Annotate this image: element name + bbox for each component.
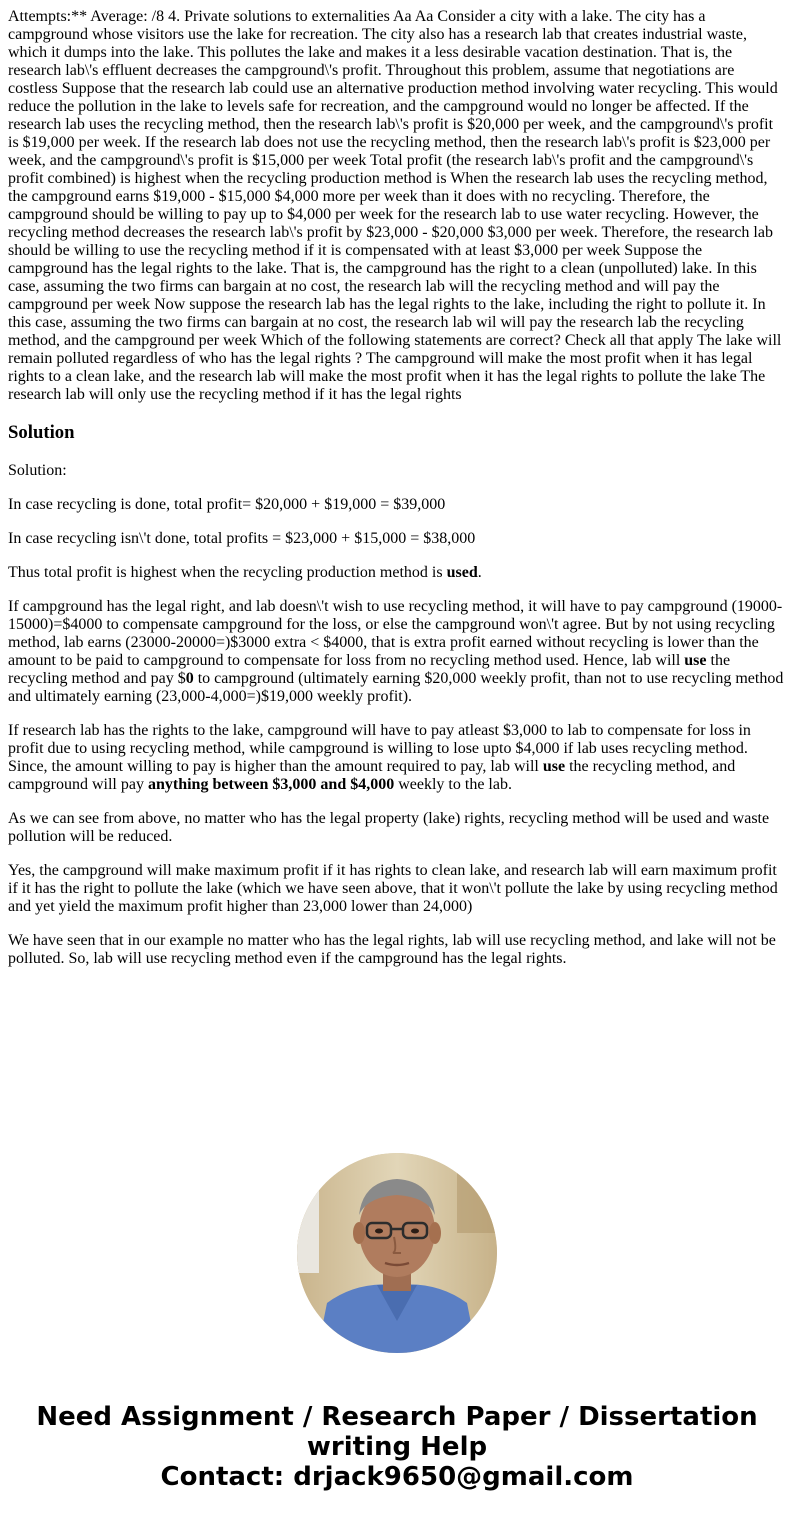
thus-bold-used: used xyxy=(446,564,478,581)
recycling-total-paragraph: In case recycling is done, total profit= $20,000 + $19,000 = $39,000 xyxy=(8,496,446,513)
campground-rights-bold-use: use xyxy=(684,652,707,669)
campground-rights-text-3: to campground (ultimately earning $20,000 weekly profit, than not to use recycling method and ultimately earning (23,000-4,000=)$19,000 weekly profit). xyxy=(8,670,784,705)
lab-rights-paragraph xyxy=(8,722,786,794)
yes-paragraph: Yes, the campground will make maximum profit if it has rights to clean lake, and research lab will earn maximum profit if it has the right to pollute the lake (which we have seen above, that it won\'t pollute the lake by using recycling method and yet yield the maximum profit higher than 23,000 lower than 24,000) xyxy=(8,862,778,915)
avatar-portrait-image xyxy=(297,1153,497,1353)
no-recycling-total-paragraph: In case recycling isn\'t done, total profits = $23,000 + $15,000 = $38,000 xyxy=(8,530,476,547)
lab-rights-bold-use: use xyxy=(542,758,566,775)
footer-line-2: writing Help xyxy=(306,1432,488,1462)
question-text: Attempts:** Average: /8 4. Private solutions to externalities Aa Aa Consider a city with a lake. The city has a campground whose visitors use the lake for recreation. The city also has a research lab that creates industrial waste, which it dumps into the lake. This pollutes the lake and makes it a less desirable vacation destination. That is, the research lab\'s effluent decreases the campground\'s profit. Throughout this problem, assume that negotiations are costless Suppose that the research lab could use an alternative production method involving water recycling. This would reduce the pollution in the lake to levels safe for recreation, and the campground would no longer be affected. If the research lab uses the recycling method, then the research lab\'s profit is $20,000 per week, and the campground\'s profit is $19,000 per week. If the research lab does not use the recycling method, then the research lab\'s profit is $23,000 per week, and the campground\'s profit is $15,000 per week Total profit (the research lab\'s profit and the campground\'s profit combined) is highest when the recycling production method is When the research lab uses the recycling method, the campground earns $19,000 - $15,000 $4,000 more per week than it does with no recycling. Therefore, the campground should be willing to pay up to $4,000 per week for the research lab to use water recycling. However, the recycling method decreases the research lab\'s profit by $23,000 - $20,000 $3,000 per week. Therefore, the research lab should be willing to use the recycling method if it is compensated with at least $3,000 per week Suppose the campground has the legal rights to the lake. That is, the campground has the right to a clean (unpolluted) lake. In this case, assuming the two firms can bargain at no cost, the research lab will the recycling method and will pay the campground per week Now suppose the research lab has the legal rights to the lake, including the right to pollute it. In this case, assuming the two firms can bargain at no cost, the research lab wil will pay the research lab the recycling method, and the campground per week Which of the following statements are correct? Check all that apply The lake will remain polluted regardless of who has the legal rights ? The campground will make the most profit when it has legal rights to a clean lake, and the research lab will make the most profit when it has the legal rights to pollute the lake The research lab will only use the recycling method if it has the legal rights xyxy=(8,8,782,403)
footer-contact-line: Contact: drjack9650@gmail.com xyxy=(160,1462,634,1492)
lab-rights-text-1: If research lab has the rights to the lake, campground will have to pay atleast $3,000 to lab to compensate for loss in profit due to using recycling method, while campground is willing to lose upto $4,000 if lab uses recycling method. Since, the amount willing to pay is higher than the amount required to pay, lab will xyxy=(8,722,751,775)
conclusion-paragraph: We have seen that in our example no matter who has the legal rights, lab will use recycling method, and lake will not be polluted. So, lab will use recycling method even if the campground has the legal rights. xyxy=(8,932,776,967)
campground-rights-paragraph xyxy=(8,598,786,706)
thus-text: Thus total profit is highest when the recycling production method is xyxy=(8,564,447,581)
footer-contact-banner xyxy=(0,1402,794,1492)
thus-paragraph xyxy=(8,564,786,582)
campground-rights-text-1: If campground has the legal right, and lab doesn\'t wish to use recycling method, it will have to pay campground (19000-15000)=$4000 to compensate campground for the loss, or else the campground won\'t agree. But by not using recycling method, lab earns (23000-20000=)$3000 extra < $4000, that is extra profit earned without recycling is lower than the amount to be paid to campground to compensate for loss from no recycling method used. Hence, lab will xyxy=(8,598,783,669)
footer-line-1: Need Assignment / Research Paper / Dissertation xyxy=(36,1402,758,1432)
campground-rights-text-2: the recycling method and pay $ xyxy=(8,652,731,687)
campground-rights-bold-zero: 0 xyxy=(185,670,194,687)
solution-heading: Solution xyxy=(8,422,75,443)
lab-rights-text-2: the recycling method, and campground will pay xyxy=(8,758,736,793)
lab-rights-bold-range: anything between $3,000 and $4,000 xyxy=(147,776,395,793)
avatar xyxy=(297,1153,497,1353)
lab-rights-text-3: weekly to the lab. xyxy=(394,776,512,793)
thus-end: . xyxy=(477,564,482,581)
as-we-see-paragraph: As we can see from above, no matter who has the legal property (lake) rights, recycling method will be used and waste pollution will be reduced. xyxy=(8,810,770,845)
solution-label: Solution: xyxy=(8,462,67,479)
